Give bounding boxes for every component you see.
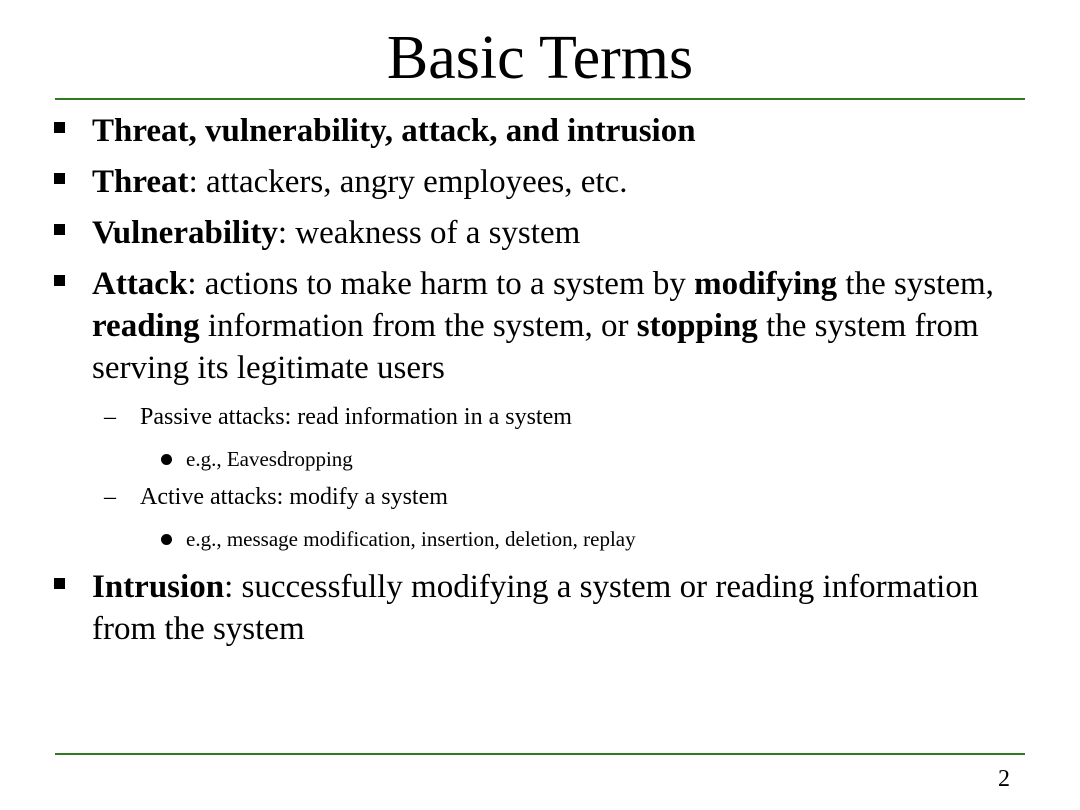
example-passive-attacks xyxy=(186,445,1026,473)
sub-bullet-passive-attacks xyxy=(104,402,1020,432)
sub-bullet-text: Active attacks: modify a system xyxy=(140,484,448,510)
round-bullet-icon xyxy=(161,534,172,545)
bullet-text: Threat, vulnerability, attack, and intrusion xyxy=(92,113,696,149)
example-text: e.g., Eavesdropping xyxy=(186,447,353,471)
round-bullet-icon xyxy=(161,454,172,465)
keyword-modifying: modifying xyxy=(694,266,838,302)
keyword-stopping: stopping xyxy=(636,308,758,344)
dash-bullet-icon: – xyxy=(104,404,116,430)
bullet-terms-overview xyxy=(92,110,1022,152)
sub-bullet-text: Passive attacks: read information in a system xyxy=(140,404,572,430)
bullet-text: : attackers, angry employees, etc. xyxy=(188,164,628,200)
bullet-term: Vulnerability xyxy=(92,215,278,251)
example-text: e.g., message modification, insertion, deletion, replay xyxy=(186,527,636,551)
bullet-text-part3: information from the system, or xyxy=(199,308,637,344)
keyword-reading: reading xyxy=(92,308,200,344)
slide-title: Basic Terms xyxy=(386,24,694,92)
bullet-text-part2: the system, xyxy=(837,266,994,302)
square-bullet-icon xyxy=(54,122,65,133)
square-bullet-icon xyxy=(54,275,65,286)
square-bullet-icon xyxy=(54,578,65,589)
bullet-attack xyxy=(92,263,1022,389)
bullet-threat xyxy=(92,161,1022,203)
bullet-vulnerability xyxy=(92,212,1022,254)
footer-divider xyxy=(55,753,1025,755)
bullet-text: : successfully modifying a system or reading information from the system xyxy=(92,569,979,647)
bullet-intrusion xyxy=(92,566,1022,650)
bullet-text-part4: the system from serving its legitimate users xyxy=(92,308,979,386)
example-active-attacks xyxy=(186,525,1026,553)
sub-bullet-active-attacks xyxy=(104,482,1020,512)
page-number: 2 xyxy=(998,766,1010,792)
dash-bullet-icon: – xyxy=(104,484,116,510)
square-bullet-icon xyxy=(54,173,65,184)
bullet-term: Threat xyxy=(92,164,189,200)
bullet-text: : weakness of a system xyxy=(277,215,581,251)
bullet-text-part1: : actions to make harm to a system by xyxy=(187,266,695,302)
bullet-term: Intrusion xyxy=(92,569,225,605)
square-bullet-icon xyxy=(54,224,65,235)
bullet-term: Attack xyxy=(92,266,188,302)
